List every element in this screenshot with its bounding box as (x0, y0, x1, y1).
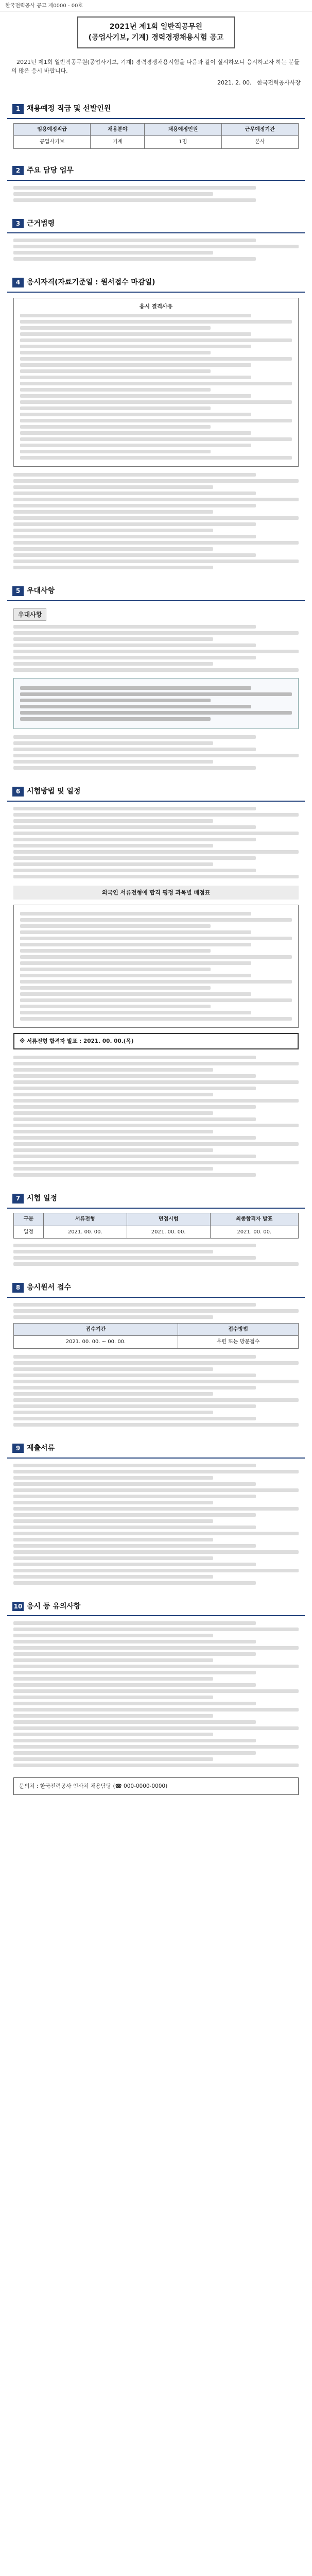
table-header: 서류전형 (43, 1213, 127, 1226)
section-heading: 1 채용예정 직급 및 선발인원 (7, 100, 305, 119)
table-row: 일정 2021. 00. 00. 2021. 00. 00. 2021. 00. 00. (14, 1226, 299, 1239)
scoring-box (13, 905, 299, 1028)
duty-text (13, 186, 299, 202)
submission-text (13, 1464, 299, 1585)
disqualification-box: 응시 결격사유 (13, 298, 299, 467)
table-row: 공업사기보 기계 1명 본사 (14, 136, 299, 149)
announcement-highlight: ※ 서류전형 합격자 발표 : 2021. 00. 00.(목) (13, 1033, 299, 1049)
section-heading: 7 시험 일정 (7, 1190, 305, 1209)
table-header: 접수기간 (14, 1323, 178, 1336)
title-line-2: (공업사기보, 기계) 경력경쟁채용시험 공고 (88, 33, 224, 42)
table-header: 근무예정기관 (221, 123, 298, 136)
document-title (77, 16, 235, 48)
sign-date: 2021. 2. 00. (217, 79, 252, 87)
position-table (13, 123, 299, 149)
preference-note-box (13, 678, 299, 729)
preference-text (13, 625, 299, 672)
issuer-signature (0, 78, 301, 87)
contact-box: 문의처 : 한국전력공사 인사처 채용담당 (☎ 000-0000-0000) (13, 1777, 299, 1795)
scoring-banner: 외국인 서류전형에 합격 평정 과목별 배점표 (13, 886, 299, 900)
apply-text (13, 1303, 299, 1319)
law-text (13, 239, 299, 261)
table-row: 2021. 00. 00. ~ 00. 00. 우편 또는 방문접수 (14, 1336, 299, 1349)
section-heading: 2 주요 담당 업무 (7, 162, 305, 181)
table-header: 채용예정인원 (145, 123, 221, 136)
preference-detail-text (13, 735, 299, 770)
interview-text (13, 1056, 299, 1177)
section-heading: 9 제출서류 (7, 1440, 305, 1459)
section-heading: 3 근거법령 (7, 215, 305, 234)
table-header: 최종합격자 발표 (210, 1213, 298, 1226)
sign-org: 한국전력공사사장 (256, 79, 301, 87)
section-heading: 6 시험방법 및 일정 (7, 783, 305, 802)
section-heading: 8 응시원서 접수 (7, 1279, 305, 1298)
table-header: 구분 (14, 1213, 44, 1226)
section-heading: 4 응시자격(자료기준일 : 원서접수 마감일) (7, 274, 305, 293)
schedule-table (13, 1213, 299, 1239)
apply-table (13, 1323, 299, 1349)
section-heading: 5 우대사항 (7, 583, 305, 601)
caution-text (13, 1621, 299, 1767)
requirement-text (13, 473, 299, 569)
table-header: 면접시험 (127, 1213, 210, 1226)
title-line-1: 2021년 제1회 일반직공무원 (109, 23, 203, 31)
document-header: 한국전력공사 공고 제0000 - 00호 (0, 0, 312, 11)
table-header: 접수방법 (178, 1323, 298, 1336)
preference-tag: 우대사항 (13, 608, 46, 621)
table-header: 임용예정직급 (14, 123, 91, 136)
table-header: 채용분야 (91, 123, 145, 136)
section-heading: 10 응시 등 유의사항 (7, 1598, 305, 1617)
intro-paragraph: 2021년 제1회 일반직공무원(공업사기보, 기계) 경력경쟁채용시험을 다음과 같이 실시하오니 응시하고자 하는 분들의 많은 응시 바랍니다. (11, 59, 300, 75)
apply-detail-text (13, 1355, 299, 1427)
schedule-text (13, 1244, 299, 1266)
test-method-text (13, 807, 299, 878)
